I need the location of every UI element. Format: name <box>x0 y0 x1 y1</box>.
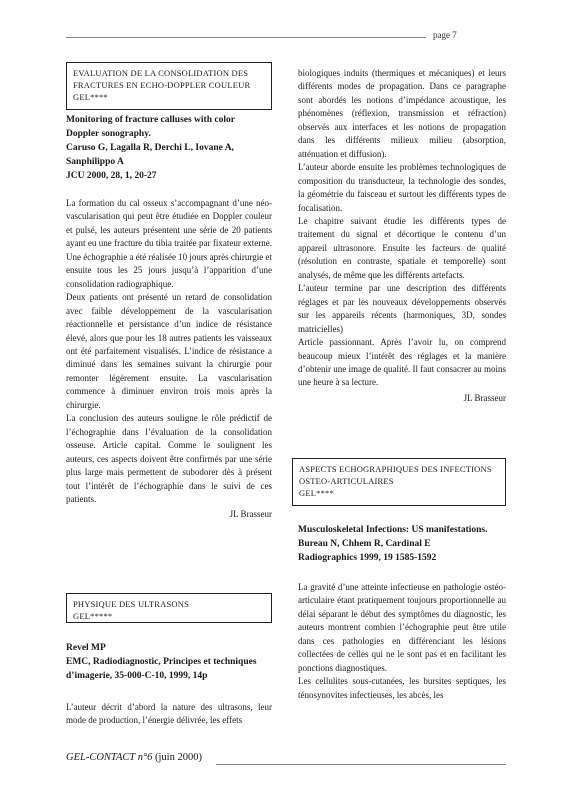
article-body-caruso <box>66 197 272 522</box>
footer-rule <box>216 764 506 765</box>
section-rating: GEL**** <box>299 488 334 498</box>
paragraph: La formation du cal osseux s’accompagnant d’une néo-vascularisation qui peut être étudiée en Doppler couleur et pulsé, les auteurs présentent une série de 20 patients ayant eu une fracture du tibia traitée par fixateur externe. Une échographie a été réalisée 10 jours après chirurgie et ensuite tous les 25 jours jusqu’à l’apparition d’une consolidation radiographique. <box>66 198 272 289</box>
article-authors-line2: Sanphilippo A <box>66 157 124 167</box>
paragraph: La conclusion des auteurs souligne le rôle prédictif de l’échographie dans l’évaluation de la consolidation osseuse. Article capital. Comme le soulignent les auteurs, ces aspects doivent être confirmés par une série plus large mais permettent de subodorer dès à présent tout l’intérêt de l’échographie dans le suivi de ces patients. <box>66 413 272 504</box>
article-author: Revel MP <box>66 643 106 653</box>
paragraph: La gravité d’une atteinte infectieuse en pathologie ostéo-articulaire étant pratiquement toujours proportionnelle au délai séparant le début des symptômes du diagnostic, les auteurs montrent combien l’échographie peut être utile dans ces pathologies en différenciant les lésions collectées de celles qui ne le sont pas et en facilitant les ponctions diagnostiques. <box>298 582 506 673</box>
section-box-consolidation <box>66 62 272 110</box>
paragraph: Les cellulites sous-cutanées, les bursites septiques, les ténosynovites infectieuses, les abcès, les <box>298 676 506 700</box>
paragraph: Article passionnant. Après l’avoir lu, on comprend beaucoup mieux l’intérêt des réglages et la manière d’obtenir une image de qualité. Il faut consacrer au moins une heure à sa lecture. <box>298 337 506 388</box>
section-rating: GEL***** <box>73 611 113 621</box>
footer-journal: GEL-CONTACT <box>66 752 136 763</box>
article-reference-revel <box>66 641 276 683</box>
page-footer <box>66 752 202 763</box>
article-reference-bureau <box>298 523 510 565</box>
paragraph: Deux patients ont présenté un retard de consolidation avec faible développement de la vascularisation réactionnelle et persistance d’un indice de résistance élevé, alors que pour les 18 autres patients les vaisseaux ont été parfaitement visualisés. L’indice de résistance a diminué dans les semaines suivant la chirurgie pour remonter légèrement ensuite. La vascularisation commence à diminuer environ trois mois après la chirurgie. <box>66 292 272 410</box>
article-body-revel-start <box>66 701 272 728</box>
article-journal: Radiographics 1999, 19 1585-1592 <box>298 553 437 563</box>
article-body-bureau <box>298 581 506 702</box>
section-box-physique <box>66 593 272 623</box>
paragraph: L’auteur aborde ensuite les problèmes technologiques de composition du transducteur, la technologie des sondes, la géométrie du faisceau et surtout les différents types de focalisation. <box>298 162 506 213</box>
article-title-line1: EMC, Radiodiagnostic, Principes et techniques <box>66 657 257 667</box>
article-authors-line1: Caruso G, Lagalla R, Derchi L, Iovane A, <box>66 143 234 153</box>
section-title: PHYSIQUE DES ULTRASONS <box>73 599 190 609</box>
footer-issue: n°6 <box>137 752 153 763</box>
section-title-line2: FRACTURES EN ECHO-DOPPLER COULEUR <box>73 80 251 90</box>
article-title-line1: Musculoskeletal Infections: US manifestations. <box>298 525 488 535</box>
paragraph: Le chapitre suivant étudie les différents types de traitement du signal et décortique le contenu d’un appareil ultrasonore. Ensuite les facteurs de qualité (résolution en contraste, spatiale et temporelle) sont analysés, de même que les différents artefacts. <box>298 215 506 280</box>
author-signature: JL Brasseur <box>229 509 272 520</box>
section-rating: GEL**** <box>73 92 108 102</box>
article-authors: Bureau N, Chhem R, Cardinal E <box>298 539 431 549</box>
page-number: page 7 <box>433 30 457 40</box>
paragraph: biologiques induits (thermiques et mécaniques) et leurs différents modes de propagation. Dans ce paragraphe sont abordés les notions d’impédance acoustique, les phénomènes (réflexion, transmission et réfraction) observés aux interfaces et les notions de propagation dans les différents milieux milieu (absorption, atténuation et diffusion). <box>298 68 506 159</box>
header-rule <box>66 37 426 38</box>
paragraph: L’auteur décrit d’abord la nature des ultrasons, leur mode de production, l’énergie délivrée, les effets <box>66 702 272 726</box>
article-reference-caruso <box>66 113 276 183</box>
article-title-line2: Doppler sonography. <box>66 129 151 139</box>
section-title-line1: ASPECTS ECHOGRAPHIQUES DES INFECTIONS <box>299 464 492 474</box>
article-title-line1: Monitoring of fracture calluses with color <box>66 115 235 125</box>
section-title-line2: OSTEO-ARTICULAIRES <box>299 476 394 486</box>
article-body-revel-cont <box>298 67 506 405</box>
section-box-infections <box>292 458 506 506</box>
section-title-line1: EVALUATION DE LA CONSOLIDATION DES <box>73 68 249 78</box>
footer-date: (juin 2000) <box>155 752 202 763</box>
paragraph: L’auteur termine par une description des différents réglages et par les nouveaux développements observés sur les appareils récents (harmoniques, 3D, sondes matricielles) <box>298 283 506 334</box>
article-title-line2: d’imagerie, 35-000-C-10, 1999, 14p <box>66 671 208 681</box>
article-journal: JCU 2000, 28, 1, 20-27 <box>66 171 157 181</box>
author-signature: JL Brasseur <box>463 392 506 403</box>
